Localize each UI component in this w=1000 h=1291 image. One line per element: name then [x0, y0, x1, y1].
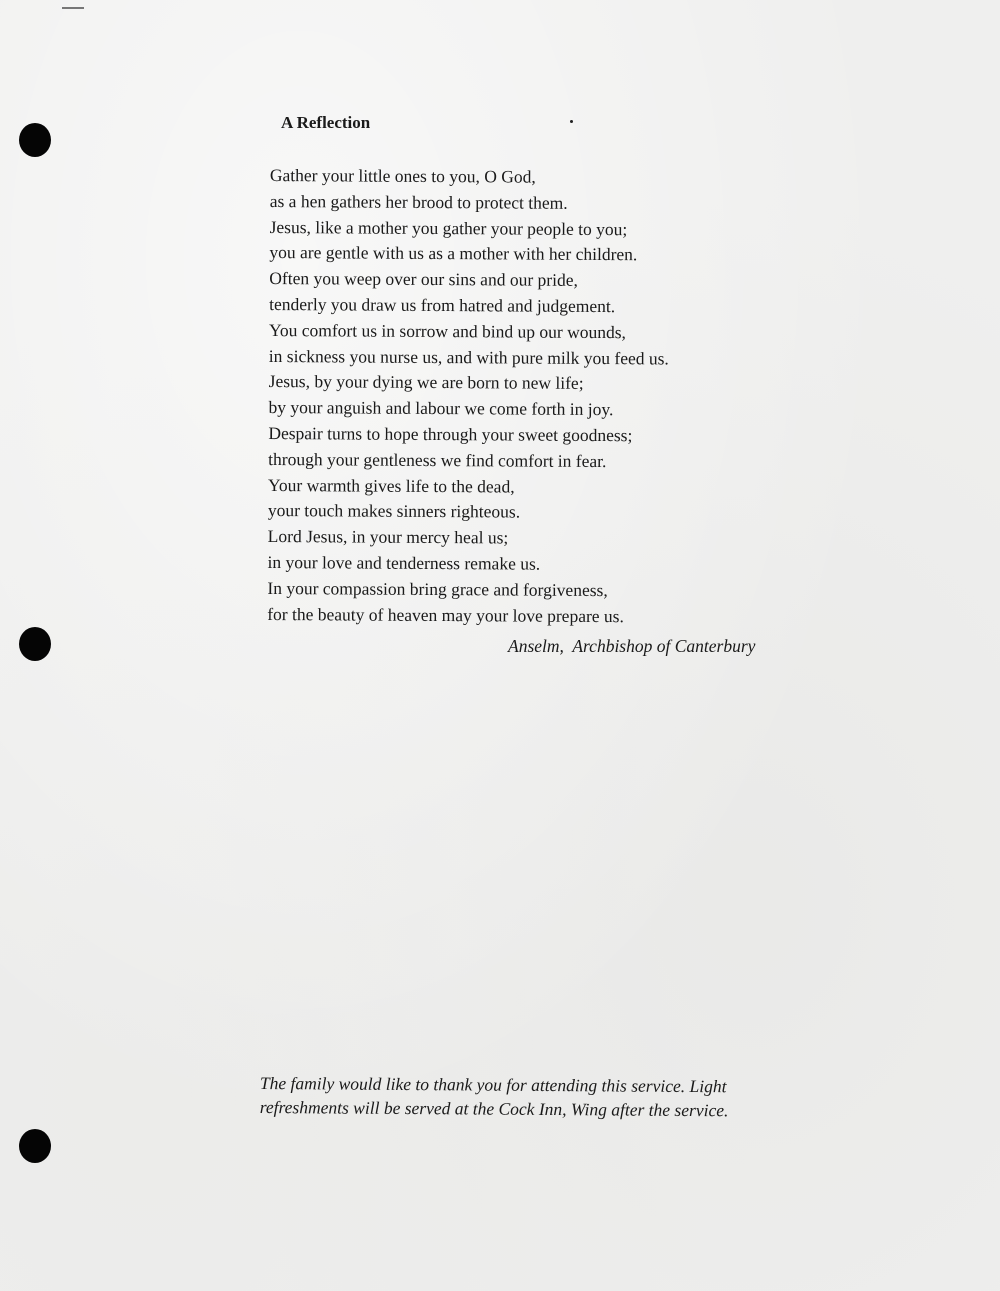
- poem-line: tenderly you draw us from hatred and judgement.: [269, 293, 616, 317]
- thank-you-line: The family would like to thank you for attending this service. Light: [259, 1073, 727, 1097]
- poem-line: Jesus, by your dying we are born to new life;: [268, 371, 584, 394]
- poem-line: Gather your little ones to you, O God,: [269, 164, 536, 187]
- poem-line: through your gentleness we find comfort in fear.: [268, 448, 607, 471]
- poem-line: Lord Jesus, in your mercy heal us;: [267, 526, 509, 548]
- poem-line: In your compassion bring grace and forgiveness,: [267, 577, 608, 600]
- poem-line: you are gentle with us as a mother with her children.: [269, 242, 638, 265]
- poem-line: Despair turns to hope through your sweet goodness;: [268, 422, 633, 446]
- thank-you-line: refreshments will be served at the Cock Inn, Wing after the service.: [259, 1096, 729, 1121]
- poem-line: Often you weep over our sins and our pride,: [269, 268, 578, 291]
- poem-line: in sickness you nurse us, and with pure milk you feed us.: [268, 345, 669, 369]
- poem-line: Jesus, like a mother you gather your people to you;: [269, 216, 628, 239]
- poem-line: as a hen gathers her brood to protect them.: [269, 190, 568, 213]
- scan-mark: [62, 7, 84, 9]
- punch-hole-middle: [19, 627, 51, 661]
- poem-line: by your anguish and labour we come forth in joy.: [268, 397, 614, 420]
- poem-attribution: Anselm, Archbishop of Canterbury: [508, 636, 756, 656]
- page-title: A Reflection: [281, 113, 371, 132]
- poem-line: for the beauty of heaven may your love prepare us.: [267, 603, 624, 626]
- poem-line: in your love and tenderness remake us.: [267, 551, 541, 574]
- punch-hole-bottom: [19, 1129, 51, 1163]
- poem-line: your touch makes sinners righteous.: [267, 500, 521, 522]
- poem: [267, 163, 770, 630]
- poem-line: Your warmth gives life to the dead,: [267, 474, 515, 497]
- punch-hole-top: [19, 123, 51, 157]
- poem-line: You comfort us in sorrow and bind up our wounds,: [268, 319, 627, 342]
- ink-speck: [570, 120, 573, 123]
- thank-you-note: [260, 1071, 820, 1123]
